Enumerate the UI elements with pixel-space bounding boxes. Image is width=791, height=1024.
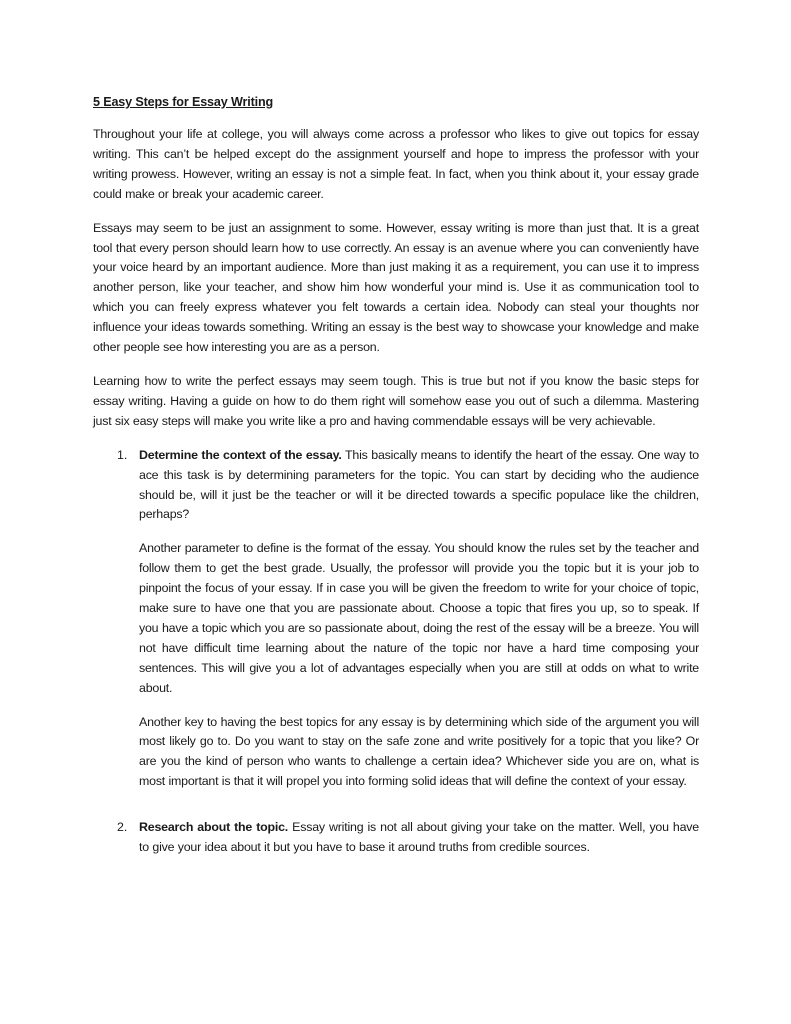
step-paragraph: Another key to having the best topics for any essay is by determining which side of the argument you will most likely go to. Do you want to stay on the safe zone and write positively for a topic that you like? Or are you the kind of person who wants to challenge a certain idea? Whichever side you are on, what is most important is that it will propel you into forming solid ideas that will define the context of your essay.: [139, 714, 699, 789]
steps-list: [93, 446, 699, 858]
intro-paragraph: Essays may seem to be just an assignment to some. However, essay writing is more than just that. It is a great tool that every person should learn how to use correctly. An essay is an avenue where you can conveniently have your voice heard by an important audience. More than just making it as a requirement, you can use it to impress another person, like your teacher, and show him how wonderful your mind is. Use it as communication tool to which you can freely express whatever you felt towards a certain idea. Nobody can steal your thoughts nor influence your ideas towards something. Writing an essay is the best way to showcase your knowledge and make other people see how interesting you are as a person.: [93, 220, 699, 355]
step-text: Essay writing is not all about giving your take on the matter. Well, you have to give your idea about it but you have to base it around truths from credible sources.: [139, 820, 699, 855]
step-heading: Determine the context of the essay.: [139, 447, 342, 462]
step-heading: Research about the topic.: [139, 820, 289, 835]
step-number: 1.: [117, 447, 128, 462]
document-title: 5 Easy Steps for Essay Writing: [93, 95, 274, 109]
step-text: This basically means to identify the heart of the essay. One way to ace this task is by determining parameters for the topic. You can start by deciding who the audience should be, will it just be the teacher or will it be directed towards a specific populace like the children, perhaps?: [139, 447, 700, 522]
step-item: [93, 446, 699, 793]
step-first-paragraph: [139, 818, 699, 858]
step-item: [93, 818, 699, 858]
document-body: [93, 92, 699, 872]
intro-paragraph: Learning how to write the perfect essays may seem tough. This is true but not if you know the basic steps for essay writing. Having a guide on how to do them right will somehow ease you out of such a dilemma. Mastering just six easy steps will make you write like a pro and having commendable essays will be very achievable.: [93, 373, 699, 428]
step-first-paragraph: [139, 446, 699, 526]
step-paragraph: Another parameter to define is the format of the essay. You should know the rules set by the teacher and follow them to get the best grade. Usually, the professor will provide you the topic but it is your job to pinpoint the focus of your essay. If in case you will be given the freedom to write for your choice of topic, make sure to have one that you are passionate about. Choose a topic that fires you up, so to speak. If you have a topic which you are so passionate about, doing the rest of the essay will be a breeze. You will not have difficult time learning about the nature of the topic nor have a hard time composing your sentences. This will give you a lot of advantages especially when you are still at odds on what to write about.: [139, 541, 699, 695]
step-number: 2.: [117, 820, 128, 835]
intro-paragraph: Throughout your life at college, you will always come across a professor who likes to give out topics for essay writing. This can’t be helped except do the assignment yourself and hope to impress the professor with your writing prowess. However, writing an essay is not a simple feat. In fact, when you think about it, your essay grade could make or break your academic career.: [93, 127, 699, 201]
